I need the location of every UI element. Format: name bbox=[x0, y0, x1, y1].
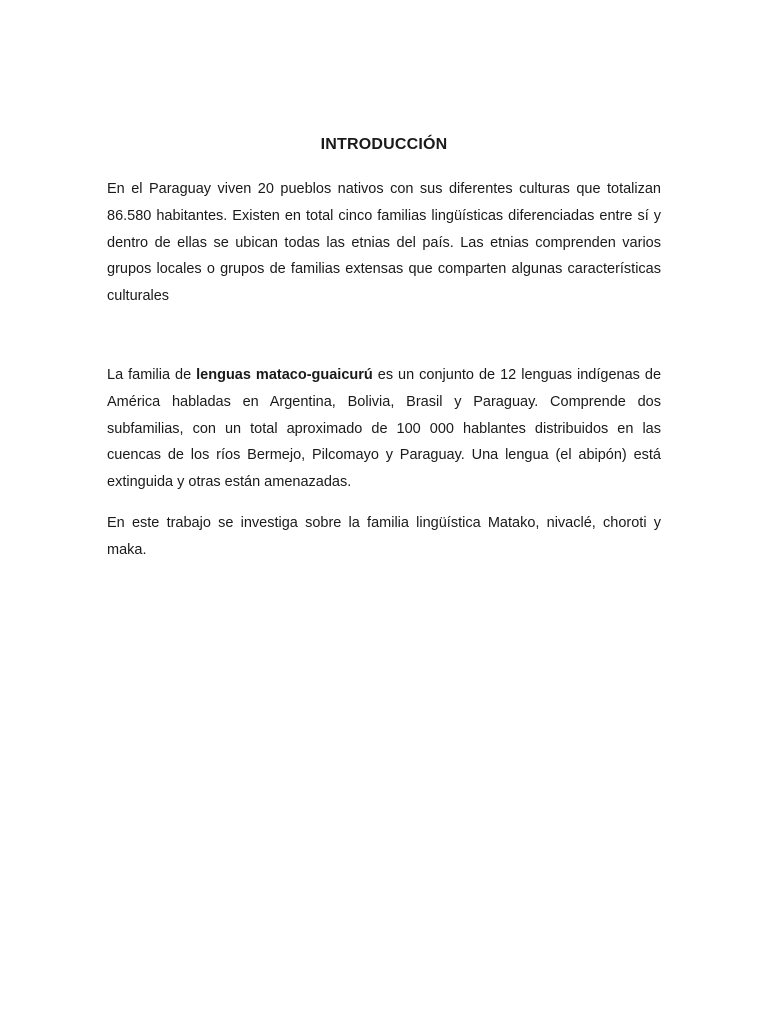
paragraph-paraguay-peoples: En el Paraguay viven 20 pueblos nativos con sus diferentes culturas que totalizan 86.580 habitantes. Existen en total cinco familias lingüísticas diferenciadas entre sí y dentro de ellas se ubican todas las etnias del país. Las etnias comprenden varios grupos locales o grupos de familias extensas que comparten algunas características culturales bbox=[107, 181, 661, 305]
page-title: INTRODUCCIÓN bbox=[320, 136, 448, 153]
paragraph-2-lead: La familia de bbox=[107, 367, 197, 383]
paragraph-research-scope: En este trabajo se investiga sobre la familia lingüística Matako, nivaclé, choroti y maka. bbox=[107, 515, 661, 558]
paragraph-2-rest: es un conjunto de 12 lenguas indígenas de América habladas en Argentina, Bolivia, Brasil y Paraguay. Comprende dos subfamilias, con un total aproximado de 100 000 hablantes distribuidos en las cuencas de los ríos Bermejo, Pilcomayo y Paraguay. Una lengua (el abipón) está extinguida y otras están amenazadas. bbox=[107, 367, 662, 491]
bold-term-lenguas-mataco-guaicuru: lenguas mataco-guaicurú bbox=[196, 367, 373, 383]
paragraph-mataco-guaicuru bbox=[107, 362, 661, 496]
